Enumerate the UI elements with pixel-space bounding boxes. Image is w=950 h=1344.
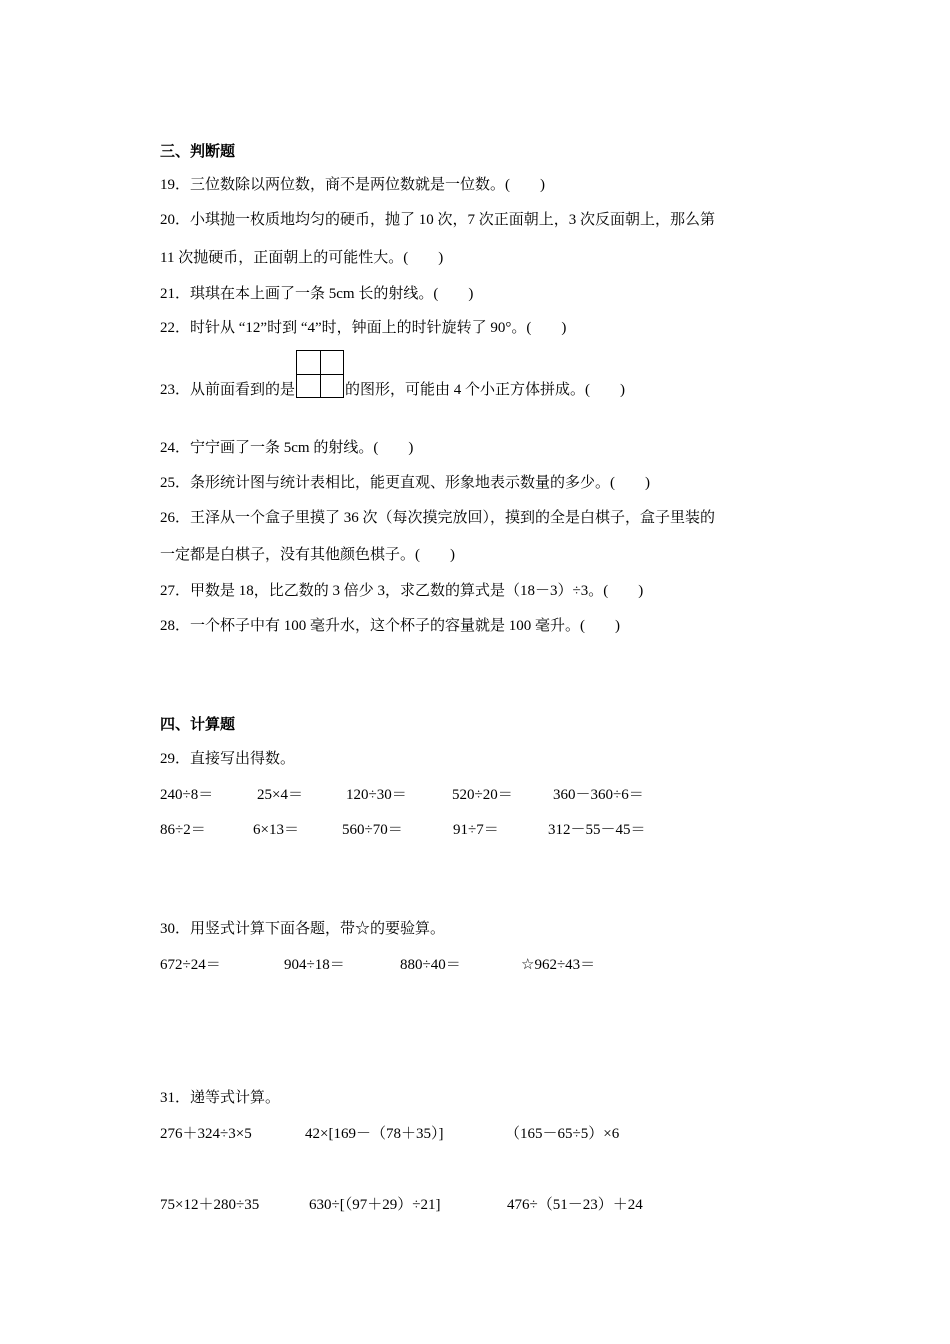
question-28: 28．一个杯子中有 100 毫升水，这个杯子的容量就是 100 毫升。( ): [160, 618, 620, 634]
expression: 120÷30＝: [346, 787, 407, 803]
expression: 630÷[（97＋29）÷21]: [309, 1197, 441, 1213]
question-23-text-after: 的图形，可能由 4 个小正方体拼成。( ): [345, 382, 626, 398]
question-30-title: 30．用竖式计算下面各题，带☆的要验算。: [160, 921, 446, 937]
expression: 520÷20＝: [452, 787, 513, 803]
expression: 42×[169－（78＋35）]: [305, 1126, 444, 1142]
expression: 672÷24＝: [160, 957, 221, 973]
expression: 25×4＝: [257, 787, 303, 803]
question-29-title: 29．直接写出得数。: [160, 751, 296, 767]
expression: 560÷70＝: [342, 822, 403, 838]
section-4-heading: 四、计算题: [160, 717, 236, 733]
question-20-line-1: 20．小琪抛一枚质地均匀的硬币，抛了 10 次，7 次正面朝上，3 次反面朝上，那么第: [160, 212, 716, 228]
question-31-title: 31．递等式计算。: [160, 1090, 281, 1106]
question-22: 22．时针从 “12”时到 “4”时，钟面上的时针旋转了 90°。( ): [160, 320, 567, 336]
expression: 312－55－45＝: [548, 822, 646, 838]
question-21: 21．琪琪在本上画了一条 5cm 长的射线。( ): [160, 286, 474, 302]
expression: 476÷（51－23）＋24: [507, 1197, 643, 1213]
expression: 360－360÷6＝: [553, 787, 644, 803]
expression: 240÷8＝: [160, 787, 214, 803]
expression: ☆962÷43＝: [521, 957, 596, 973]
expression: 904÷18＝: [284, 957, 345, 973]
question-25: 25．条形统计图与统计表相比，能更直观、形象地表示数量的多少。( ): [160, 475, 650, 491]
question-24: 24．宁宁画了一条 5cm 的射线。( ): [160, 440, 414, 456]
expression: 75×12＋280÷35: [160, 1197, 260, 1213]
question-26-line-2: 一定都是白棋子，没有其他颜色棋子。( ): [160, 547, 455, 563]
expression: 91÷7＝: [453, 822, 499, 838]
expression: （165－65÷5）×6: [505, 1126, 620, 1142]
expression: 880÷40＝: [400, 957, 461, 973]
question-26-line-1: 26．王泽从一个盒子里摸了 36 次（每次摸完放回），摸到的全是白棋子，盒子里装的: [160, 510, 716, 526]
expression: 86÷2＝: [160, 822, 206, 838]
question-23: [160, 350, 625, 398]
question-19: 19．三位数除以两位数，商不是两位数就是一位数。( ): [160, 177, 545, 193]
expression: 6×13＝: [253, 822, 299, 838]
question-23-text-before: 23．从前面看到的是: [160, 382, 296, 398]
section-3-heading: 三、判断题: [160, 144, 236, 160]
expression: 276＋324÷3×5: [160, 1126, 252, 1142]
question-20-line-2: 11 次抛硬币，正面朝上的可能性大。( ): [160, 250, 444, 266]
question-27: 27．甲数是 18，比乙数的 3 倍少 3，求乙数的算式是（18－3）÷3。( ): [160, 583, 644, 599]
front-view-2x2-grid-figure: [296, 350, 344, 398]
